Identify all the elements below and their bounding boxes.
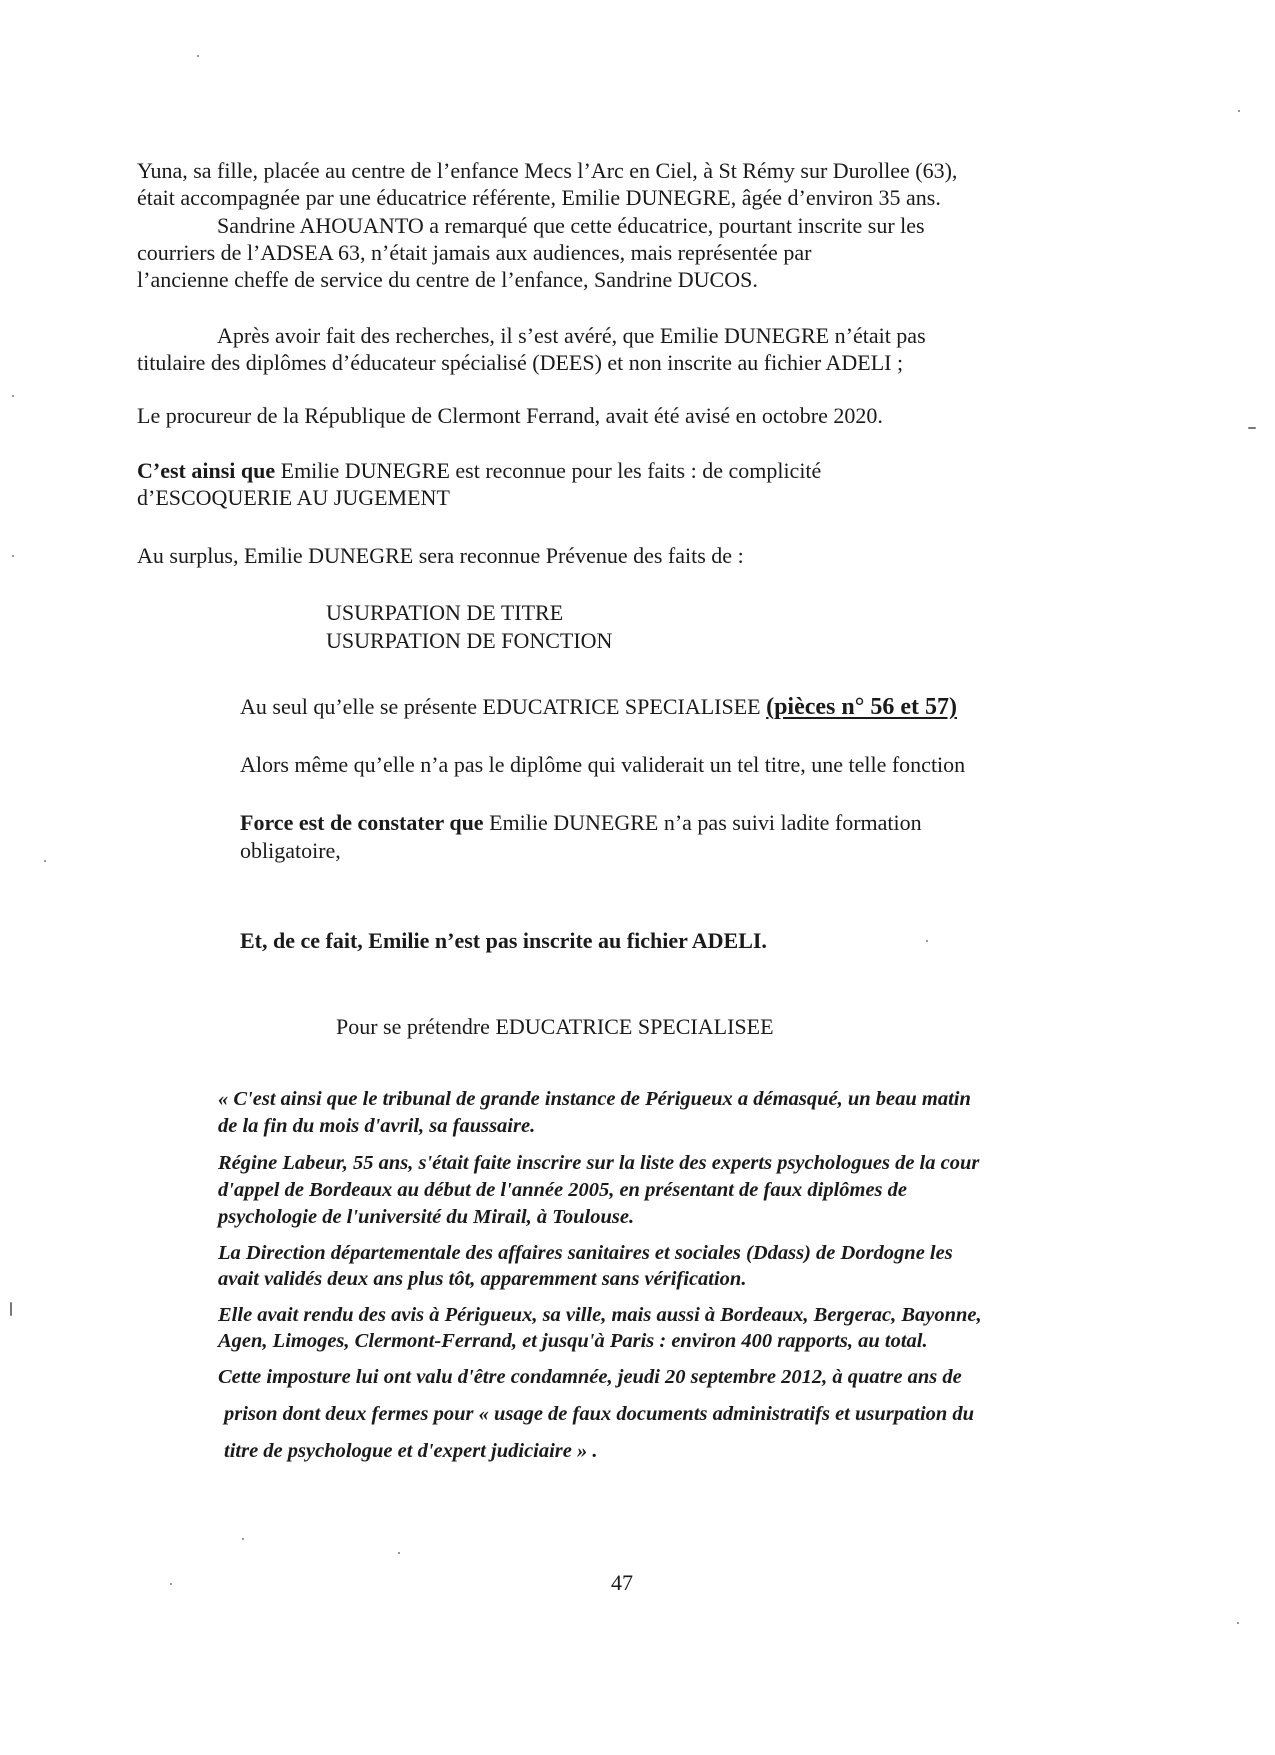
text-line: Après avoir fait des recherches, il s’est avéré, que Emilie DUNEGRE n’était pas [217, 323, 926, 348]
scan-speck [1237, 1622, 1239, 1624]
scan-speck [1248, 427, 1256, 429]
scan-speck [170, 1583, 172, 1585]
quote-line: de la fin du mois d'avril, sa faussaire. [218, 1115, 536, 1137]
educatrice-text: Au seul qu’elle se présente EDUCATRICE SPECIALISEE [240, 694, 767, 719]
text-line: titulaire des diplômes d’éducateur spécialisé (DEES) et non inscrite au fichier ADELI ; [137, 350, 904, 375]
educatrice-line [240, 694, 957, 720]
scan-speck [10, 1302, 12, 1316]
scan-speck [12, 555, 14, 557]
quote-line: La Direction départementale des affaires sanitaires et sociales (Ddass) de Dordogne les [218, 1242, 953, 1264]
quote-line: titre de psychologue et d'expert judiciaire » . [224, 1440, 598, 1462]
text-line: Alors même qu’elle n’a pas le diplôme qui validerait un tel titre, une telle fonction [240, 752, 966, 777]
complicite-bold: C’est ainsi que [137, 458, 276, 483]
quote-line: Agen, Limoges, Clermont-Ferrand, et jusqu'à Paris : environ 400 rapports, au total. [218, 1330, 928, 1352]
text-line: Yuna, sa fille, placée au centre de l’enfance Mecs l’Arc en Ciel, à St Rémy sur Durollee (63), [137, 158, 958, 183]
scan-speck [1238, 110, 1240, 112]
force-bold: Force est de constater que [240, 810, 484, 835]
complicite-line [137, 458, 821, 484]
text-line: Pour se prétendre EDUCATRICE SPECIALISEE [336, 1014, 774, 1039]
text-line: Sandrine AHOUANTO a remarqué que cette éducatrice, pourtant inscrite sur les [217, 213, 925, 238]
force-rest: Emilie DUNEGRE n’a pas suivi ladite formation [483, 810, 922, 835]
scan-speck [398, 1552, 400, 1554]
quote-line: d'appel de Bordeaux au début de l'année 2005, en présentant de faux diplômes de [218, 1179, 908, 1201]
force-line [240, 810, 922, 836]
page-number: 47 [611, 1570, 633, 1595]
quote-line: Elle avait rendu des avis à Périgueux, sa ville, mais aussi à Bordeaux, Bergerac, Bayonne, [218, 1304, 982, 1326]
quote-line: prison dont deux fermes pour « usage de faux documents administratifs et usurpation du [224, 1403, 975, 1425]
scan-speck [926, 940, 928, 942]
text-line: Au surplus, Emilie DUNEGRE sera reconnue Prévenue des faits de : [137, 543, 744, 568]
quote-line: Cette imposture lui ont valu d'être condamnée, jeudi 20 septembre 2012, à quatre ans de [218, 1366, 962, 1388]
scan-speck [44, 860, 46, 862]
text-line: l’ancienne cheffe de service du centre de l’enfance, Sandrine DUCOS. [137, 267, 758, 292]
text-line: courriers de l’ADSEA 63, n’était jamais aux audiences, mais représentée par [137, 240, 812, 265]
offense-function: USURPATION DE FONCTION [326, 628, 613, 653]
text-line: obligatoire, [240, 838, 341, 863]
text-line: Le procureur de la République de Clermont Ferrand, avait été avisé en octobre 2020. [137, 403, 883, 428]
quote-line: « C'est ainsi que le tribunal de grande instance de Périgueux a démasqué, un beau matin [218, 1088, 971, 1110]
quote-line: psychologie de l'université du Mirail, à Toulouse. [218, 1206, 635, 1228]
text-line: était accompagnée par une éducatrice référente, Emilie DUNEGRE, âgée d’environ 35 ans. [137, 185, 941, 210]
scan-speck [242, 1538, 244, 1540]
adeli-statement: Et, de ce fait, Emilie n’est pas inscrite au fichier ADELI. [240, 928, 767, 953]
offense-title: USURPATION DE TITRE [326, 600, 564, 625]
pieces-reference: (pièces n° 56 et 57) [766, 694, 957, 720]
complicite-rest: Emilie DUNEGRE est reconnue pour les faits : de complicité [275, 458, 822, 483]
scan-speck [197, 55, 199, 57]
quote-line: Régine Labeur, 55 ans, s'était faite inscrire sur la liste des experts psychologues de la cour [218, 1152, 980, 1174]
scan-speck [12, 395, 14, 397]
text-line: d’ESCOQUERIE AU JUGEMENT [137, 485, 450, 510]
quote-line: avait validés deux ans plus tôt, apparemment sans vérification. [218, 1268, 747, 1290]
